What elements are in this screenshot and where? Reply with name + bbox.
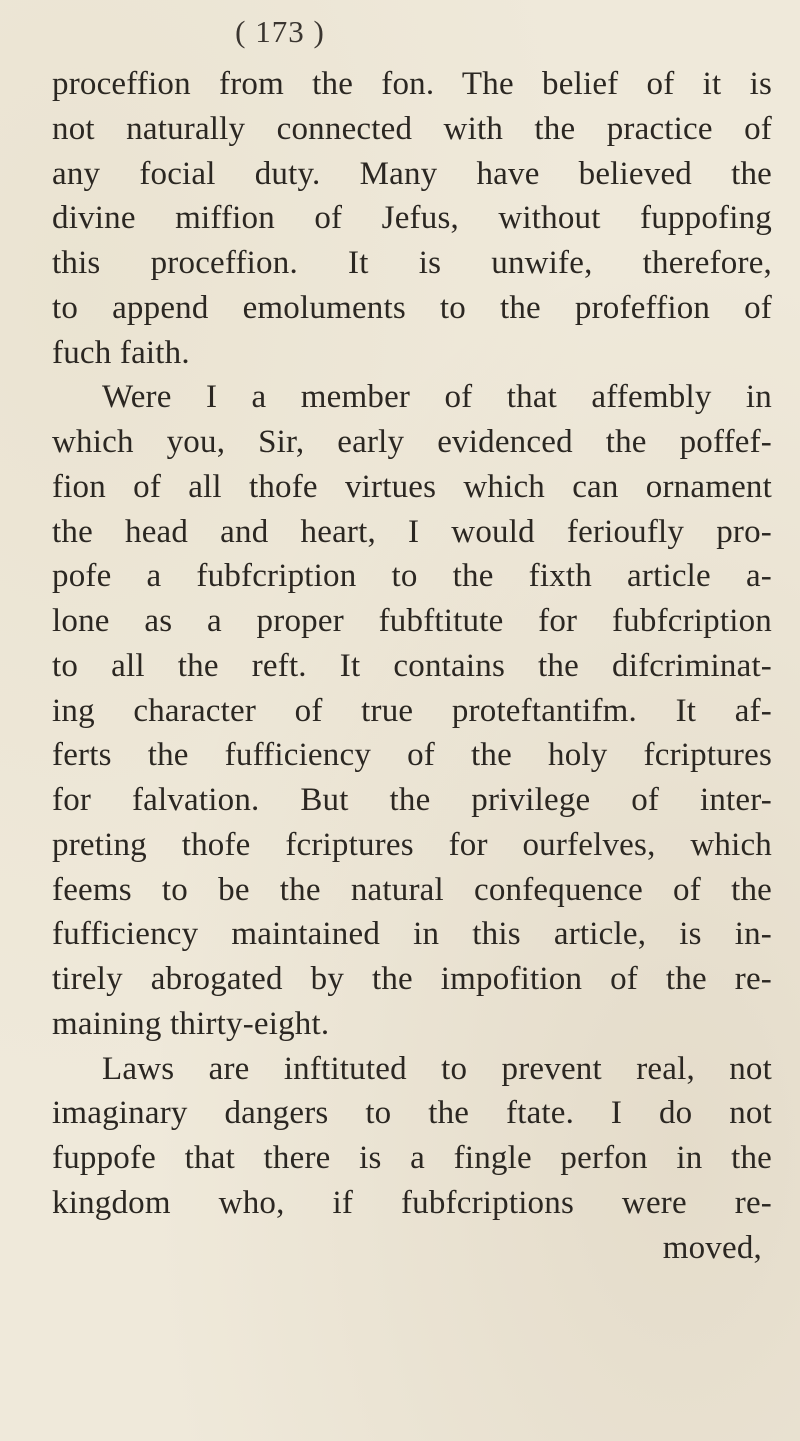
text-line: fufficiency maintained in this article, is in-	[52, 916, 772, 953]
text-line: divine miffion of Jefus, without fuppofing	[52, 200, 772, 237]
text-line: which you, Sir, early evidenced the poffef-	[52, 424, 772, 460]
text-line: imaginary dangers to the ftate. I do not	[52, 1095, 772, 1132]
text-line: feems to be the natural confequence of the	[52, 871, 772, 908]
text-line: maining thirty-eight.	[52, 1005, 330, 1042]
text-line: preting thofe fcriptures for ourfelves, which	[52, 826, 772, 863]
paragraph-start-line: Were I a member of that affembly in	[102, 379, 772, 416]
text-line: any focial duty. Many have believed the	[52, 155, 772, 192]
text-line: not naturally connected with the practice of	[52, 110, 772, 147]
body-text	[52, 62, 772, 1270]
text-line: fion of all thofe virtues which can ornament	[52, 468, 772, 505]
text-line: tirely abrogated by the impofition of the re-	[52, 961, 772, 997]
text-line: ferts the fufficiency of the holy fcriptures	[52, 737, 772, 774]
text-line: the head and heart, I would ferioufly pro-	[52, 513, 772, 550]
text-line: to append emoluments to the profeffion of	[52, 289, 772, 326]
text-line: lone as a proper fubftitute for fubfcription	[52, 603, 772, 639]
text-line: pofe a fubfcription to the fixth article a-	[52, 558, 772, 595]
catchword: moved,	[662, 1229, 762, 1266]
text-line: fuch faith.	[52, 334, 190, 371]
text-line: ing character of true proteftantifm. It af-	[52, 692, 772, 729]
text-line: this proceffion. It is unwife, therefore,	[52, 245, 772, 281]
paragraph-start-line: Laws are inftituted to prevent real, not	[102, 1050, 772, 1087]
text-line: to all the reft. It contains the difcriminat-	[52, 647, 772, 684]
text-line: for falvation. But the privilege of inter-	[52, 782, 772, 818]
text-line: proceffion from the fon. The belief of it is	[52, 66, 772, 102]
text-line: kingdom who, if fubfcriptions were re-	[52, 1184, 772, 1221]
text-line: fuppofe that there is a fingle perfon in the	[52, 1140, 772, 1176]
page-number: ( 173 )	[235, 14, 325, 49]
